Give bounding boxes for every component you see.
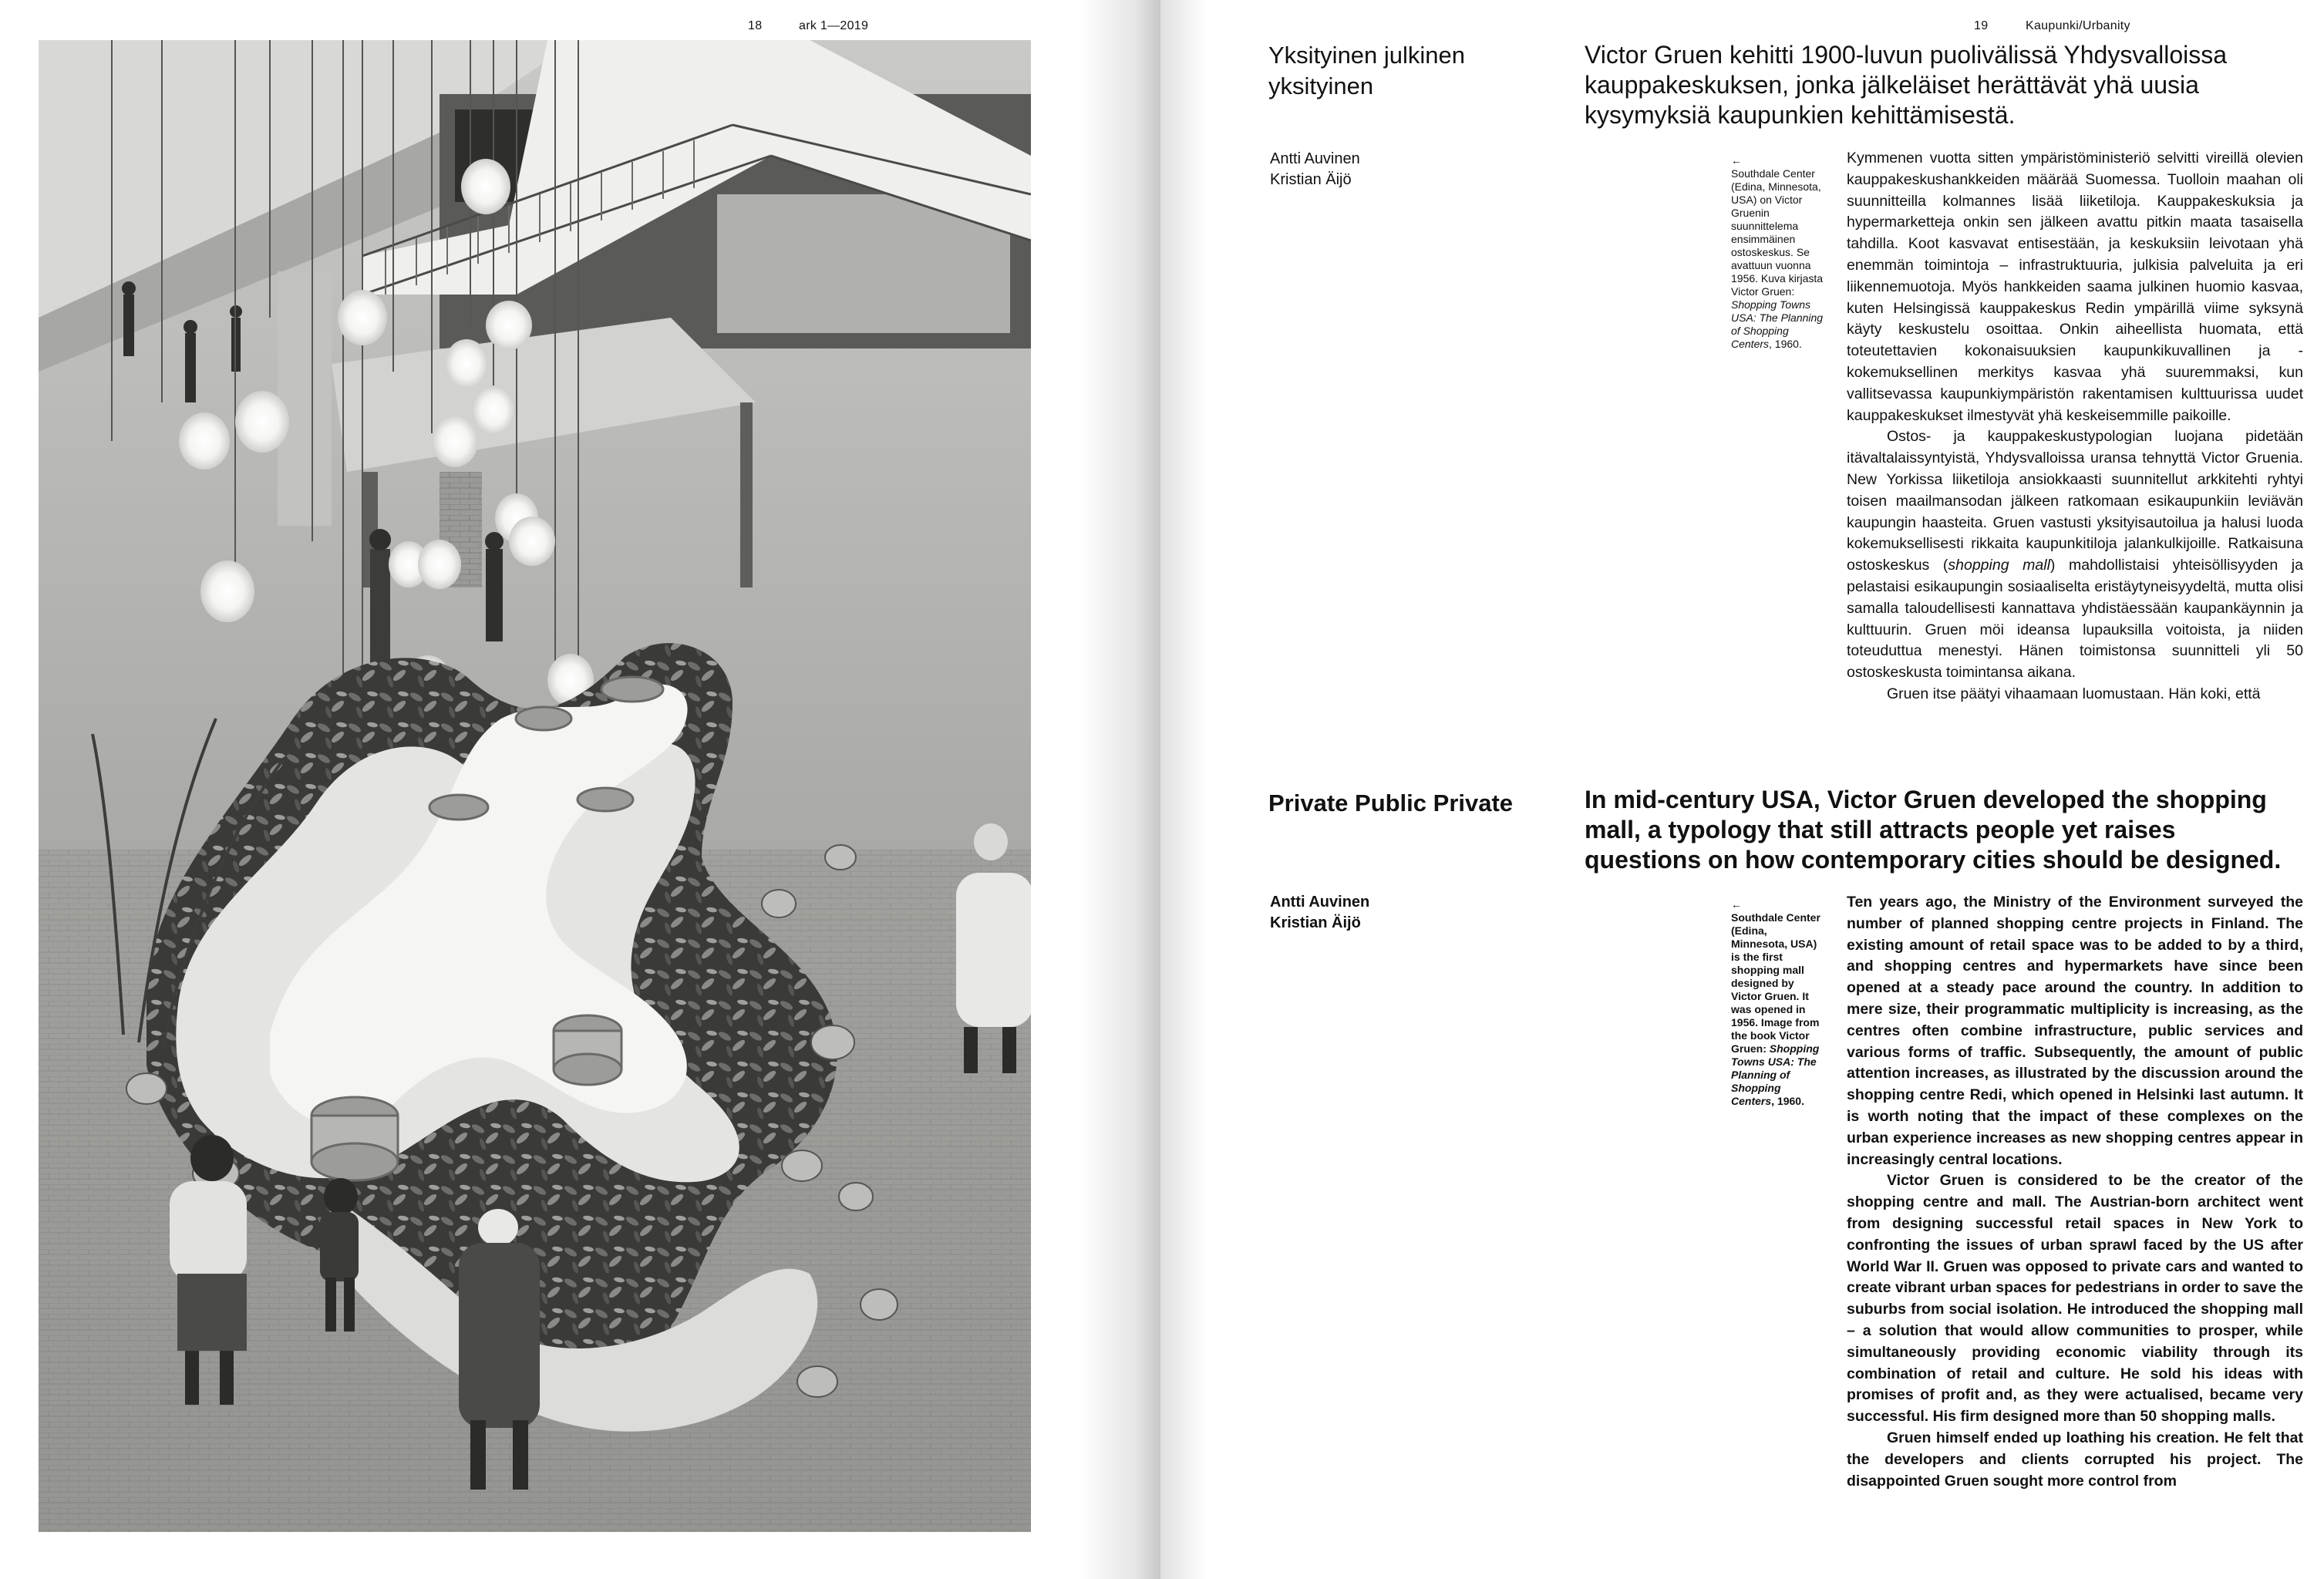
caption-text: Southdale Center (Edina, Minnesota, USA) is the first shopping mall designed by Victor Gruen. It was opened in 1956. Image from the book Victor Gruen: [1731, 911, 1820, 1055]
paragraph: Ostos- ja kauppakeskustypologian luojana pidetään itävaltalaissyntyistä, Yhdysvalloissa uransa tehnyttä Victor Gruenia. New Yorkissa liiketiloja ansiokkaasti suunnitellut arkkitehti ryhtyi toisen maailmansodan jälkeen ratkomaan esikaupunkiin leviävän kaupungin haasteita. Gruen vastusti yksityisautoilua ja halusi luoda kokemuksellisesti rikkaita kaupunkitiloja jalankulkijoille. Ratkaisuna ostoskeskus (shopping mall) mahdollistaisi yhteisöllisyyden ja pelastaisi esikaupungin sosiaaliselta eristäytyneisyydeltä, mutta olisi samalla taloudellisesti kannattava yhdistäessään kaupankäynnin ja kulttuurin. Gruen möi ideansa lupauksilla voitoista, ja niiden toteuduttua menestyi. Hänen toimistonsa suunnitteli yli 50 ostoskeskusta toimintansa aikana. [1847, 428, 2303, 682]
caption-text: Southdale Center (Edina, Minnesota, USA) on Victor Gruenin suunnittelema ensimmäinen ostoskeskus. Se avattuun vuonna 1956. Kuva kirjasta Victor Gruen: [1731, 167, 1824, 298]
left-page [0, 0, 1160, 1579]
body-text-english [1847, 892, 2303, 1492]
paragraph: Victor Gruen is considered to be the creator of the shopping centre and mall. The Austrian-born architect went from designing successful retail spaces in New York to confronting the issues of urban sprawl faced by the US after World War II. Gruen was opposed to private cars and wanted to create vibrant urban spaces for pedestrians in order to save the suburbs from social isolation. He introduced the shopping mall – a solution that would allow communities to prosper, while simultaneously providing economic viability through its combination of retail and culture. He sold his ideas with promises of profit and, as they were actualised, became very successful. His firm designed more than 50 shopping malls. [1847, 1172, 2303, 1426]
left-arrow-icon: ← [1731, 898, 1742, 911]
article-lede-english: In mid-century USA, Victor Gruen developed the shopping mall, a typology that still attracts people yet raises questions on how contemporary cities should be designed. [1585, 786, 2282, 874]
photo-caption-english [1731, 898, 1824, 1108]
photo-caption-finnish [1731, 154, 1824, 351]
article-lede-finnish: Victor Gruen kehitti 1900-luvun puolivälissä Yhdysvalloissa kauppakeskuksen, jonka jälkeläiset herättävät yhä uusia kysymyksiä kaupunkien kehittämisestä. [1585, 41, 2228, 129]
author-name: Antti Auvinen [1270, 894, 1370, 911]
running-header-left: ark 1—2019 [799, 19, 869, 32]
body-text-finnish [1847, 148, 2303, 705]
caption-book-title: Shopping Towns USA: The Planning of Shopping Centers [1731, 1042, 1820, 1107]
paragraph: Gruen himself ended up loathing his creation. He felt that the developers and clients corrupted his project. The disappointed Gruen sought more control from [1847, 1429, 2303, 1490]
article-title-english: Private Public Private [1268, 790, 1514, 816]
authors-finnish [1270, 149, 1360, 190]
caption-year: , 1960. [1769, 338, 1802, 350]
author-name: Kristian Äijö [1270, 171, 1352, 188]
article-title-finnish: Yksityinen julkinen yksityinen [1268, 42, 1466, 99]
left-arrow-icon: ← [1731, 154, 1742, 167]
mall-interior-photo [39, 40, 1031, 1532]
caption-book-title: Shopping Towns USA: The Planning of Shopping Centers [1731, 298, 1824, 350]
page-number-right: 19 [1974, 19, 1989, 32]
paragraph: Kymmenen vuotta sitten ympäristöministeriö selvitti vireillä olevien kauppakeskushankkeiden määrää Suomessa. Tuolloin maahan oli suunnitteilla kolmannes lisää liiketiloja. Kauppakeskuksia ja hypermarketteja onkin sen jälkeen avattu pitkin maata tasaisella tahdilla. Koot kasvavat entisestään, ja keskuksiin leivotaan yhä enemmän toimintoja – infrastruktuuria, julkisia palveluita ja eri liikennemuotoja. Myös hankkeiden saama julkinen huomio kasvaa, kuten Helsingissä kauppakeskus Redin ympärillä viime syksynä käyty keskustelu osoittaa. Onkin aiheellista huomata, että toteutettavien kokonaisuuksien kaupunkikuvallinen ja -kokemuksellinen merkitys kasvaa yhä suuremmaksi, kun vallitsevassa kaupunkiympäristön rakentamisen kulttuurissa uudet kauppakeskukset ilmestyvät yhä keskeisemmille paikoille. [1847, 150, 2303, 424]
author-name: Kristian Äijö [1270, 914, 1361, 931]
emphasis: shopping mall [1948, 557, 2050, 574]
authors-english [1270, 892, 1369, 934]
author-name: Antti Auvinen [1270, 150, 1360, 167]
paragraph: Gruen itse päätyi vihaamaan luomustaan. Hän koki, että [1887, 685, 2261, 702]
page-number-left: 18 [748, 19, 763, 32]
running-header-right: Kaupunki/Urbanity [2026, 19, 2130, 32]
caption-year: , 1960. [1771, 1095, 1804, 1107]
paragraph: Ten years ago, the Ministry of the Environment surveyed the number of planned shopping centre projects in Finland. The existing amount of retail space was to be added to by a third, and shopping centres and hypermarkets have since been opened at a steady pace around the country. In addition to mere size, their programmatic multiplicity is increasing, as the centres often combine infrastructure, public services and various forms of traffic. Subsequently, the amount of public attention increases, as illustrated by the discussion around the shopping centre Redi, which opened in Helsinki last autumn. It is worth noting that the impact of these complexes on the urban experience increases as new shopping centres appear in increasingly central locations. [1847, 894, 2303, 1168]
